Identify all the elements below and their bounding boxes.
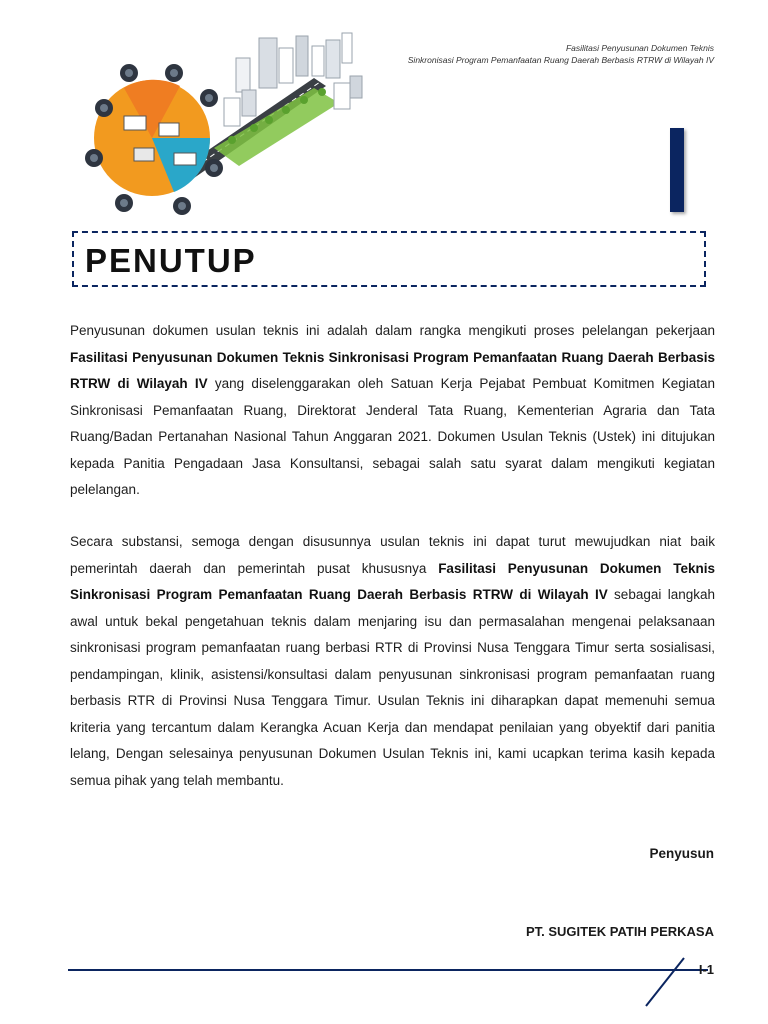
meeting-city-illustration (64, 28, 374, 228)
paragraph-2-text-b: sebagai langkah awal untuk bekal pengetahuan teknis dalam menjaring isu dan permasalahan mengenai pelaksanaan sinkronisasi program pemanfaatan ruang berbasi RTR di Provinsi Nusa Tenggara Timur serta sosialisasi, pendampingan, klinik, asistensi/konsultasi dalam penyusunan sinkronisasi program pemanfaatan ruang berbasis RTR di Provinsi Nusa Tenggara Timur. Usulan Teknis ini diharapkan dapat memenuhi semua kriteria yang tercantum dalam Kerangka Acuan Kerja dan mendapat penilaian yang obyektif dari panitia lelang, Dengan selesainya penyusunan Dokumen Usulan Teknis ini, kami ucapkan terima kasih kepada semua pihak yang telah membantu. (70, 587, 715, 788)
page-number: I-1 (698, 962, 714, 977)
paragraph-1-text-a: Penyusunan dokumen usulan teknis ini adalah dalam rangka mengikuti proses pelelangan pekerjaan (70, 323, 715, 338)
meeting-table-icon (94, 80, 210, 196)
paragraph-2 (70, 529, 715, 794)
paragraph-2-bold: Fasilitasi Penyusunan Dokumen Teknis Sinkronisasi Program Pemanfaatan Ruang Daerah Berbasis RTRW di Wilayah IV (70, 560, 715, 602)
paragraph-1-bold: Fasilitasi Penyusunan Dokumen Teknis Sinkronisasi Program Pemanfaatan Ruang Daerah Berbasis RTRW di Wilayah IV (70, 349, 715, 391)
signature-role: Penyusun (649, 846, 714, 861)
section-title: PENUTUP (85, 242, 257, 279)
chapter-marker-bar (670, 128, 684, 212)
paragraph-1 (70, 318, 715, 504)
header-line-1: Fasilitasi Penyusunan Dokumen Teknis (565, 43, 714, 53)
paragraph-1-text-b: yang diselenggarakan oleh Satuan Kerja Pejabat Pembuat Komitmen Kegiatan Sinkronisasi Pemanfaatan Ruang, Direktorat Jenderal Tata Ruang, Kementerian Agraria dan Tata Ruang/Badan Pertanahan Nasional Tahun Anggaran 2021. Dokumen Usulan Teknis (Ustek) ini ditujukan kepada Panitia Pengadaan Jasa Konsultansi, sebagai salah satu syarat dalam mengikuti kegiatan pelelangan. (70, 376, 715, 497)
footer-rule (0, 940, 768, 1010)
signature-company: PT. SUGITEK PATIH PERKASA (525, 924, 714, 939)
paragraph-2-text-a: Secara substansi, semoga dengan disusunnya usulan teknis ini dapat turut mewujudkan niat baik pemerintah daerah dan pemerintah pusat khususnya (70, 534, 715, 576)
header-line-2: Sinkronisasi Program Pemanfaatan Ruang Daerah Berbasis RTRW di Wilayah IV (407, 55, 714, 65)
section-title-box (72, 231, 706, 287)
